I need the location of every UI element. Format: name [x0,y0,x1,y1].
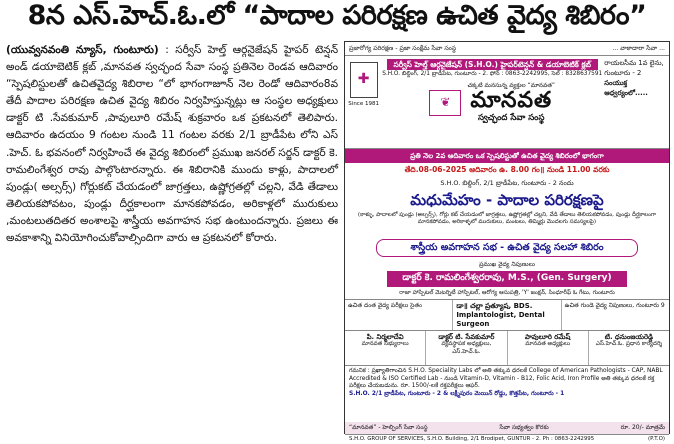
event-date: తేది.08-06-2025 ఆదివారం ఉ. 8.00 గం॥ నుండి 11.00 వరకు [404,165,610,175]
event-venue: S.H.O. బిల్డింగ్‌, 2/1 బ్రాడీపేట, గుంటూరు - 2 నందు [440,178,574,187]
organizer [425,331,506,365]
article-dateline: (యువ్వనవంతి న్యూస్‌, గుంటూరు) [6,44,159,56]
manavatha-block [429,82,555,124]
ad-right-line2: గుంటూరు - 2 [604,68,642,77]
article-body [6,42,338,434]
organizer [345,331,425,365]
organizer [507,331,588,365]
footer-left: “మానవత” - హెల్పింగ్‌ సేవా సంస్థ [349,424,428,432]
ad-top-strip [345,42,669,56]
event-title: మధుమేహం - పాదాల పరిరక్షణపై [410,190,604,209]
organizer-role: మానవత అధ్యక్షులు [525,341,571,348]
manavatha-title [467,82,555,124]
manavatha-subtitle: స్వచ్ఛంద సేవా సంస్థ [478,113,545,124]
doctor-name: డాక్టర్‌ కె. రామలింగేశ్వరరావు, M.S., (Gen. Surgery) [387,271,627,287]
sho-emblem-icon: ✚ [350,62,378,98]
footer-org [345,434,669,444]
organizers-row [345,331,669,366]
ad-right-line1: రాయలసీమ 1వ లైను, [604,59,664,67]
ad-right-line4: ఆధ్వర్యంలో..... [604,88,648,97]
footer-mid: సేవా సభ్యత్వం కొరకు [499,424,549,432]
support-dentist: డా॥ చల్లా ప్రత్యూష, BDS. Implantologist, Dental Surgeon [452,300,560,330]
organizer-role: మానవత సభ్యురాలు [361,341,409,348]
headline: 8న ఎస్‌.హెచ్‌.ఓ.లో “పాదాల పరిరక్షణ ఉచిత వైద్య శిబిరం” [27,0,647,31]
org-address: S.H.O. బిల్డింగ్‌, 2/1 బ్రాడీపేట, గుంటూరు - 2. ఫోన్‌ : 0863-2242995, సెల్‌ : 8328637591 [382,71,603,78]
footer-org-text: S.H.O. GROUP OF SERVICES, S.H.O. Building, 2/1 Brodipet, GUNTUR - 2. Ph : 0863-2242995 [349,436,595,443]
support-row [345,299,669,331]
camp-title: శాస్త్రీయ అవగాహన సభ - ఉచిత వైద్య సలహా శిబిరం [376,239,638,257]
organizer-name: టి. ధనుంజయరెడ్డి [604,333,654,341]
lab-note-text: గమనిక : ప్రఖ్యాతిగాంచిన S.H.O. Speciality Labs లో అతి తక్కువ ధరలకే College of American Pathologists - CAP, NABL Accredited & ISO Certified Lab - నుండి Vitamin-D, Vitamin - B12, Folic Acid, Iron Profile అతి తక్కువ ధరలకే రక్త పరీక్షలు చేయబడును. రూ. 1500/-లకే రక్తపరీక్షలు ఆఫర్‌. [349,368,663,390]
support-left: ఉచిత దంత వైద్య పరీక్షలు సైతం [348,302,423,309]
ad-header [345,56,669,149]
lab-note [345,366,669,422]
organizer-name: డాక్టర్‌ టి. సేవకుమార్‌ [438,333,495,341]
manavatha-name: మానవత [470,88,553,114]
footer-right: రూ. 20/- మాత్రమే [620,424,665,432]
event-services: (కాళ్ళు, పాదాలలో పుండ్లు (అల్సర్స్‌), గోర్లు కట్‌ చేయడంలో జాగ్రత్తలు, ఉష్ణోగ్రతల్లో చల్లని, వేడి తేడాలు తెలియకపోవడం, పుండ్లు దీర్ఘకాలంగా మానకపోవడం, అరికాళ్ళలో మురుకులు, మంటలు, తిమ్మిర్లు మొదలగు సమస్యలపై) [357,212,657,225]
ad-right-line3: సంయుక్త [604,78,628,87]
org-banner: సర్వీస్‌ హెల్త్‌ ఆర్గనైజేషన్‌ (S.H.O.) హైపర్‌టెన్షన్‌ & డయాబెటిక్‌ క్లబ్‌ [387,59,598,70]
organizer-role: వ్యవస్థాపక అధ్యక్షులు, ఎస్‌.హెచ్‌.ఓ. [441,341,492,355]
sho-logo [345,56,382,148]
organizer [588,331,669,365]
footer-membership [345,422,669,434]
article-paragraph [6,42,338,247]
ad-center [382,56,602,148]
organizer-role: ఎస్‌.హెచ్‌.ఓ. ప్రధాన కార్యదర్శి [595,341,663,348]
support-right: ఉచిత గుండె వైద్య నిపుణులు, గుంటూరు 9 [561,300,669,330]
article-text: : సర్వీస్‌ హెల్త్‌ ఆర్గనైజేషన్‌ హైపర్‌ టెన్షన్‌ అండ్‌ డయాబెటిక్‌ క్లబ్‌ ,మానవత స్వచ్ఛంద సేవా సంస్థ ప్రతినెల రెండవ ఆదివారం “స్పెషలిస్టులతో ఉచితవైద్య శిబిరాల “లో భాగంగాజూన్‌ నెల రెండో ఆదివారం8వ తేదీ పాదాల పరిరక్షణ ఉచిత వైద్య శిబిరం నిర్వహిస్తున్నట్లు ఆ సంస్థల అధ్యక్షులు డాక్టర్‌ టి .సేవకుమార్‌ ,పావులూరి రమేష్‌ శుక్రవారం ఒక ప్రకటనలో తెలిపారు. ఆదివారం ఉదయం 9 గంటల నుండి 11 గంటల వరకు 2/1 బ్రాడీపేట లోని ఎస్‌ .హెచ్‌. ఓ భవనంలో నిర్వహించే ఈ వైద్య శిబిరంలో ప్రముఖ జనరల్‌ సర్జన్‌ డాక్టర్‌ కె. రామలింగేశ్వర రావు పాల్గొంటారన్నారు. ఈ శిబిరానికి ముందు కాళ్లు, పాదాలలో పుండ్లు( అల్సర్స్‌) గోర్లుకట్‌ చేయడంలో జాగ్రత్తలు, ఉష్ణోగ్రతల్లో చల్లని, వేడి తేడాలు తెలియకపోవటం, పుండ్లు దీర్ఘకాలంగా మానకపోవడం, అరికాళ్లలో మురుకులు ,మంటలుతదితర అంశాలపై శాస్త్రీయ అవగాహన సభ ఉంటుందన్నారు. ప్రజలు ఈ అవకాశాన్ని వినియోగించుకోవాల్సిందిగా వారు ఆ ప్రకటనలో కోరారు. [6,44,339,245]
ad-right-info [602,56,669,148]
manavatha-tagline: చక్కటి మనసున్న వ్యక్తుల “మానవత” [467,81,556,89]
lab-address: S.H.O. 2/1 బ్రాడీపేట, గుంటూరు - 2 & లక్ష్మీపురం మెయిన్‌ రోడ్డు, కొత్తపేట, గుంటూరు - 1 [349,391,565,398]
monthly-bar: ప్రతి నెల 2వ ఆదివారం ఒక స్పెషలిస్టుతో ఉచిత వైద్య శిబిరంలో భాగంగా [345,149,669,163]
page-ref: (P.T.O) [648,436,665,443]
organizer-name: పి. నిర్మలాదేవి [366,333,404,341]
ad-top-left: ప్రజారోగ్య పరిరక్షణ - ప్రజా సంక్షేమ సేవా సంస్థ [349,44,457,52]
doctor-intro: ప్రముఖ వైద్య నిపుణులు [479,260,535,268]
organizer-name: పావులూరి రమేష్‌ [524,333,571,341]
ad-top-right: ... వాకాదారా సేవా ... [612,44,665,52]
manavatha-logo-icon: ❦ [429,90,461,116]
doctor-designation: రాజా హాస్పిటల్‌ మెటర్నిటీ హాస్పిటల్‌, ఆరోగ్య ఆసుపత్రి, 'Y' జంక్షన్‌, సింధూరీఫ్‌ ఓ గేటు, గుంటూరు [399,289,615,296]
advertisement [344,41,670,443]
since-label: Since 1981 [348,101,379,107]
